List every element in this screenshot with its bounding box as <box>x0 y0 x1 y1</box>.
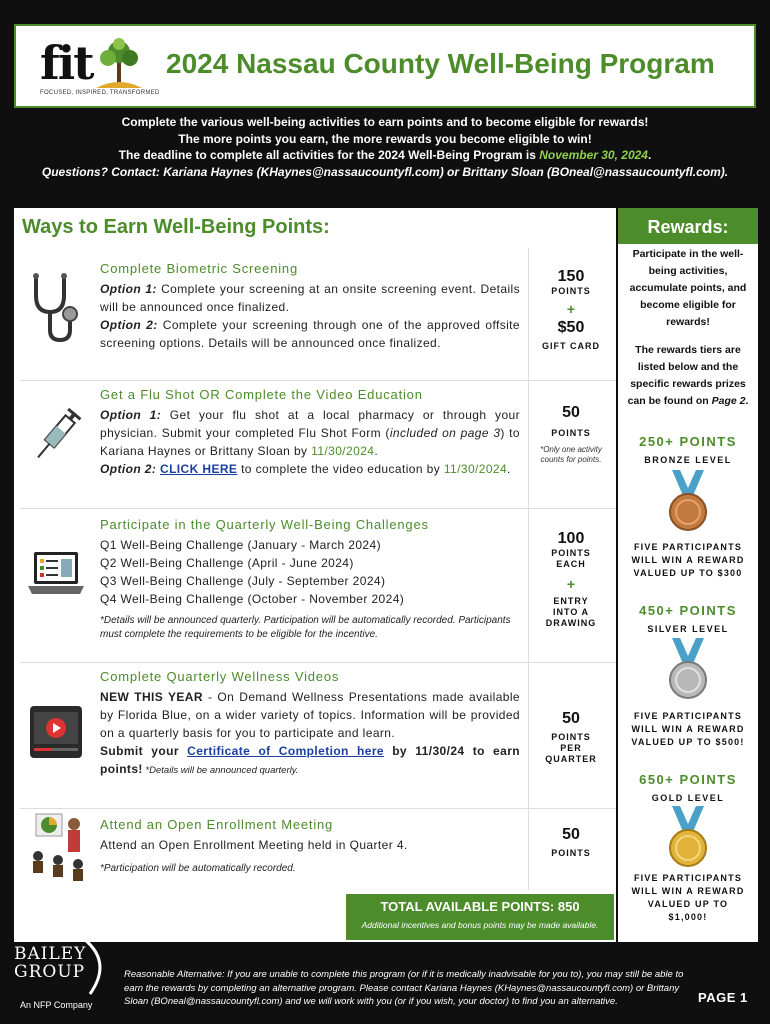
tiers-text: The rewards tiers are listed below and the specific rewards prizes can be found on <box>627 344 746 407</box>
tree-icon <box>94 38 144 90</box>
flu-deadline: 11/30/2024 <box>311 444 375 458</box>
enrollment-section <box>100 816 520 876</box>
challenges-note: *Details will be announced quarterly. Participation will be automatically recorded. Participants must complete the requirements to be eligible for the incentive. <box>100 615 511 640</box>
silver-tier <box>618 603 758 634</box>
enrollment-note: *Participation will be automatically recorded. <box>100 863 296 874</box>
challenge-item-q2: Q2 Well-Being Challenge (April - June 2024) <box>100 556 354 570</box>
option-2-text: to complete the video education by <box>237 462 444 476</box>
bronze-tier <box>618 434 758 465</box>
ways-title: Ways to Earn Well-Being Points: <box>22 216 330 238</box>
enrollment-text: Attend an Open Enrollment Meeting held in Quarter 4. <box>100 838 408 852</box>
option-2-label: Option 2: <box>100 462 157 476</box>
silver-level: SILVER LEVEL <box>647 624 729 634</box>
flu-points <box>528 404 614 465</box>
option-1-label: Option 1: <box>100 408 162 422</box>
option-2-text: Complete your screening through one of the approved offsite screening options. Details will be announced once finalized. <box>100 318 520 350</box>
challenge-item-q4: Q4 Well-Being Challenge (October - November 2024) <box>100 592 405 606</box>
flu-section <box>100 386 520 478</box>
page-title: 2024 Nassau County Well-Being Program <box>166 48 715 79</box>
stethoscope-icon <box>28 272 84 344</box>
challenges-points <box>528 530 614 629</box>
option-1-text-b: ) to Kariana Haynes or Brittany Sloan by <box>100 426 520 458</box>
logo-text: fit <box>40 36 93 90</box>
new-this-year-label: NEW THIS YEAR <box>100 690 203 704</box>
option-1-label: Option 1: <box>100 282 157 296</box>
flu-title: Get a Flu Shot OR Complete the Video Education <box>100 387 423 402</box>
biometric-points <box>528 268 614 352</box>
videos-title: Complete Quarterly Wellness Videos <box>100 669 340 684</box>
intro-line-1: Complete the various well-being activities to earn points and to become eligible for rewards! <box>121 115 649 129</box>
flu-note: *Only one activity counts for points. <box>540 445 602 464</box>
option-1-text: Get your flu shot at a local pharmacy or through your physician. Submit your completed Flu Shot Form ( <box>100 408 521 440</box>
laptop-icon <box>28 550 84 602</box>
option-1-text: Complete your screening at an onsite screening event. Details will be announced once finalized. <box>100 282 520 314</box>
total-points: TOTAL AVAILABLE POINTS: 850 <box>380 899 580 914</box>
bailey-the: THE <box>18 934 39 944</box>
biometric-body <box>100 280 520 352</box>
rewards-intro: Participate in the well-being activities, accumulate points, and become eligible for rewards! <box>629 248 747 328</box>
points-value: 50 <box>562 826 580 843</box>
logo-tagline: FOCUSED, INSPIRED, TRANSFORMED <box>40 90 160 96</box>
rewards-title: Rewards: <box>618 208 758 244</box>
videos-points <box>528 710 614 765</box>
deadline-date: November 30, 2024 <box>539 148 648 162</box>
option-2-label: Option 2: <box>100 318 158 332</box>
biometric-section <box>100 260 520 352</box>
bailey-name-1: BAILEY <box>14 944 87 964</box>
points-label: POINTS <box>551 732 591 742</box>
page-number: PAGE 1 <box>698 990 748 1005</box>
videos-note: *Details will be announced quarterly. <box>142 765 299 776</box>
bronze-prize-box <box>618 541 758 580</box>
header-box <box>14 24 756 108</box>
fit-logo <box>34 36 160 104</box>
gold-medal-icon <box>664 806 712 870</box>
challenge-item-q1: Q1 Well-Being Challenge (January - March 2024) <box>100 538 381 552</box>
tiers-text-end: . <box>745 395 749 407</box>
challenges-section <box>100 516 520 642</box>
silver-prize: FIVE PARTICIPANTS WILL WIN A REWARD VALUED UP TO $500! <box>631 711 745 747</box>
gold-level: GOLD LEVEL <box>651 793 725 803</box>
page-2-ref: Page 2 <box>711 395 746 407</box>
divider <box>20 662 616 663</box>
gift-value: $50 <box>557 319 585 336</box>
plus-sign: + <box>566 301 576 317</box>
certificate-link[interactable]: Certificate of Completion here <box>187 744 384 758</box>
option-2-end: . <box>507 462 511 476</box>
videos-body <box>100 688 520 780</box>
option-1-italic: included on page 3 <box>389 426 501 440</box>
points-label: POINTS <box>551 428 591 438</box>
biometric-title: Complete Biometric Screening <box>100 261 298 276</box>
gold-points: 650+ POINTS <box>639 772 737 787</box>
submit-text: Submit your <box>100 744 188 758</box>
silver-prize-box <box>618 710 758 749</box>
challenge-item-q3: Q3 Well-Being Challenge (July - September 2024) <box>100 574 386 588</box>
videos-text: - On Demand Wellness Presentations made available by Florida Blue, on a wider variety of topics. Information will be provided on a quarterly basis for you to participate and learn. <box>100 690 520 740</box>
rewards-tiers-text <box>622 342 754 410</box>
silver-medal-icon <box>664 638 712 702</box>
plus-sign: + <box>566 576 576 592</box>
submit-end: by 11/30/24 to earn points! <box>100 744 521 776</box>
total-points-bar <box>346 894 614 940</box>
bronze-prize: FIVE PARTICIPANTS WILL WIN A REWARD VALUED UP TO $300 <box>631 542 745 578</box>
enrollment-title: Attend an Open Enrollment Meeting <box>100 817 334 832</box>
bailey-subtitle: An NFP Company <box>20 1000 93 1010</box>
points-value: 100 <box>557 530 585 547</box>
points-value: 50 <box>562 404 580 421</box>
points-label: POINTS <box>551 286 591 296</box>
divider <box>20 808 616 809</box>
videos-section <box>100 668 520 780</box>
meeting-icon <box>28 812 92 884</box>
syringe-icon <box>28 406 84 466</box>
video-deadline: 11/30/2024 <box>443 462 508 476</box>
points-value: 150 <box>557 268 585 285</box>
option-1-end: . <box>374 444 379 458</box>
reasonable-alternative: Reasonable Alternative: If you are unable to complete this program (or if it is medically inadvisable for you to), you may still be able to earn the rewards by completing an alternative program. Please contact Kariana Haynes (KHaynes@nassaucountyfl.com) or Brittany Sloan (BOneal@nassaucountyfl.com) and we will work with you (or if you wish, your doctor) to find you an alternative. <box>124 969 684 1007</box>
divider <box>20 380 616 381</box>
gold-prize-box <box>618 872 758 924</box>
total-note: Additional incentives and bonus points may be made available. <box>361 920 599 930</box>
quarter-label: QUARTER <box>545 754 597 764</box>
bronze-level: BRONZE LEVEL <box>644 455 732 465</box>
gold-tier <box>618 772 758 803</box>
bailey-name-2: GROUP <box>14 962 86 982</box>
intro-line-2: The more points you earn, the more rewards you become eligible to win! <box>178 131 592 146</box>
gold-prize: FIVE PARTICIPANTS WILL WIN A REWARD VALUED UP TO $1,000! <box>631 873 745 922</box>
contact-line: Questions? Contact: Kariana Haynes (KHaynes@nassaucountyfl.com) or Brittany Sloan (BOneal@nassaucountyfl.com). <box>41 164 729 179</box>
points-label: POINTS <box>551 548 591 558</box>
video-player-icon <box>28 704 84 760</box>
points-label: POINTS <box>551 848 591 858</box>
bronze-points: 250+ POINTS <box>639 434 737 449</box>
per-label: PER <box>560 743 582 753</box>
enrollment-points <box>528 826 614 859</box>
bronze-medal-icon <box>664 470 712 534</box>
intro-text <box>10 114 760 180</box>
gift-label: GIFT CARD <box>542 341 600 351</box>
intro-line-3-text: The deadline to complete all activities for the 2024 Well-Being Program is <box>118 148 540 162</box>
click-here-link[interactable]: CLICK HERE <box>160 462 238 476</box>
intro-line-3 <box>10 147 760 164</box>
intro-line-3-end: . <box>647 148 652 162</box>
divider <box>20 508 616 509</box>
flu-body <box>100 406 520 478</box>
challenges-title: Participate in the Quarterly Well-Being Challenges <box>100 517 429 532</box>
entry-label: ENTRY INTO A DRAWING <box>545 596 597 628</box>
points-value: 50 <box>562 710 580 727</box>
silver-points: 450+ POINTS <box>639 603 737 618</box>
each-label: EACH <box>556 559 586 569</box>
